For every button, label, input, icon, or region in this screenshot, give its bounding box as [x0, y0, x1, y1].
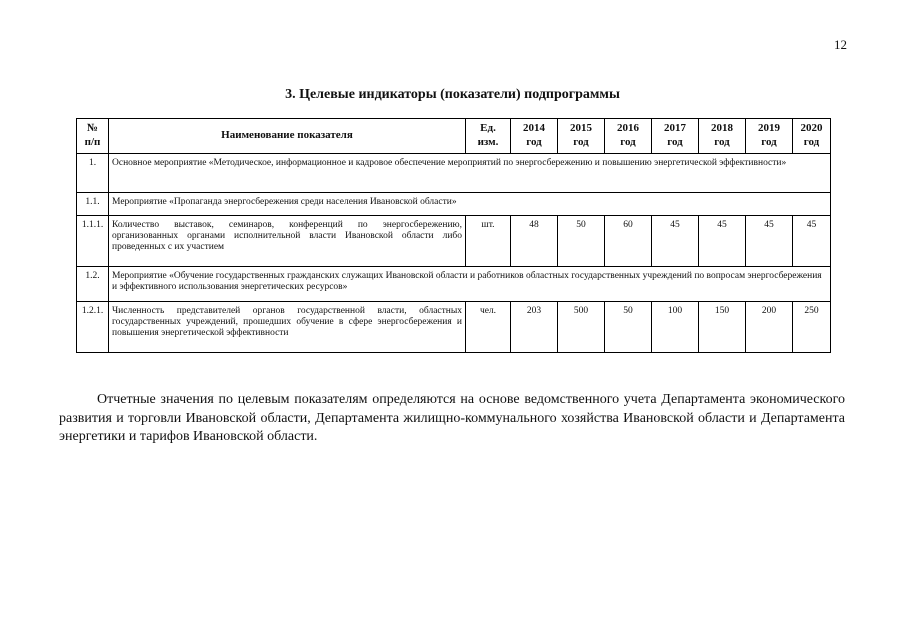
header-name: Наименование показателя [109, 119, 466, 154]
header-year-2017: 2017 год [652, 119, 699, 154]
table-row [77, 192, 831, 215]
reporting-paragraph: Отчетные значения по целевым показателям определяются на основе ведомственного учета Департамента экономического развития и торговли Ивановской области, Департамента жилищно-коммунального хозяйства Ивановской области и Департамента энергетики и тарифов Ивановской области. [59, 392, 845, 444]
header-num: № п/п [77, 119, 109, 154]
row-text: Мероприятие «Пропаганда энергосбережения среди населения Ивановской области» [109, 192, 831, 215]
value-2016: 50 [605, 301, 652, 352]
table-row [77, 266, 831, 301]
row-text: Основное мероприятие «Методическое, информационное и кадровое обеспечение мероприятий по энергосбережению и повышению энергетической эффективности» [109, 153, 831, 192]
row-name: Количество выставок, семинаров, конференций по энергосбережению, организованных органами исполнительной власти Ивановской области либо проведенных с их участием [109, 215, 466, 266]
header-year-2016: 2016 год [605, 119, 652, 154]
row-num: 1.1. [77, 192, 109, 215]
value-2018: 45 [699, 215, 746, 266]
row-name: Численность представителей органов государственной власти, областных государственных учреждений, прошедших обучение в сфере энергосбережения и повышения энергетической эффективности [109, 301, 466, 352]
value-2017: 45 [652, 215, 699, 266]
value-2020: 250 [793, 301, 831, 352]
value-2019: 200 [746, 301, 793, 352]
row-unit: шт. [466, 215, 511, 266]
table-row [77, 153, 831, 192]
row-text: Мероприятие «Обучение государственных гражданских служащих Ивановской области и работников областных государственных учреждений по вопросам энергосбережения и эффективного использования энергетических ресурсов» [109, 266, 831, 301]
value-2017: 100 [652, 301, 699, 352]
value-2015: 500 [558, 301, 605, 352]
row-unit: чел. [466, 301, 511, 352]
header-year-2014: 2014 год [511, 119, 558, 154]
value-2018: 150 [699, 301, 746, 352]
header-unit: Ед. изм. [466, 119, 511, 154]
row-num: 1. [77, 153, 109, 192]
value-2016: 60 [605, 215, 652, 266]
page-number: 12 [834, 37, 847, 52]
row-num: 1.1.1. [77, 215, 109, 266]
value-2014: 48 [511, 215, 558, 266]
table-row [77, 215, 831, 266]
value-2014: 203 [511, 301, 558, 352]
table-header-row [77, 119, 831, 154]
value-2019: 45 [746, 215, 793, 266]
header-year-2019: 2019 год [746, 119, 793, 154]
indicators-table [76, 118, 831, 353]
value-2020: 45 [793, 215, 831, 266]
header-year-2020: 2020 год [793, 119, 831, 154]
section-title: 3. Целевые индикаторы (показатели) подпрограммы [285, 87, 620, 102]
header-year-2018: 2018 год [699, 119, 746, 154]
value-2015: 50 [558, 215, 605, 266]
row-num: 1.2.1. [77, 301, 109, 352]
header-year-2015: 2015 год [558, 119, 605, 154]
row-num: 1.2. [77, 266, 109, 301]
table-row [77, 301, 831, 352]
